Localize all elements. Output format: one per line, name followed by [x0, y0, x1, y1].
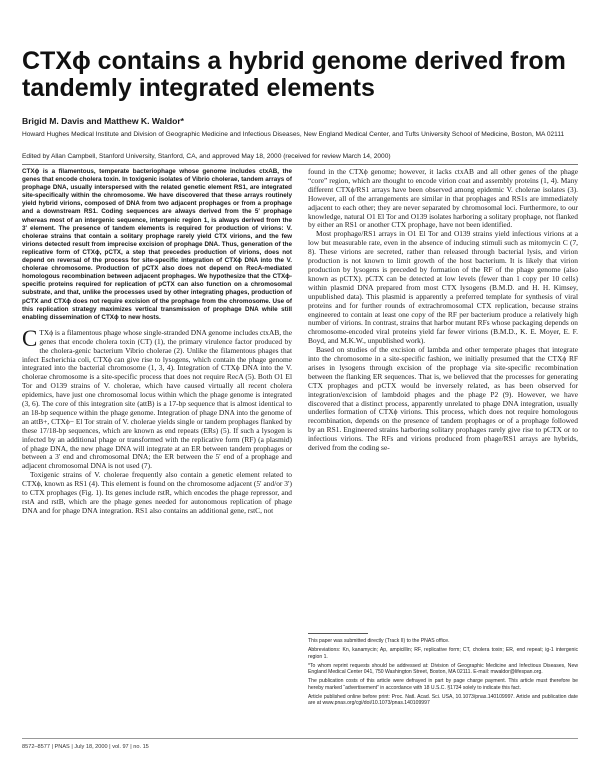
abstract: CTXϕ is a filamentous, temperate bacteriophage whose genome includes ctxAB, the genes that encode cholera toxin. In toxigenic isolates of Vibrio cholerae, tandem arrays of prophage DNA, usually interspersed with the related genetic element RS1, are integrated site-specifically within the chromosome. We have discovered that these arrays routinely yield hybrid virions, composed of DNA from two adjacent prophages or from a prophage and a downstream RS1. Coding sequences are always derived from the 5′ prophage whereas most of an intergenic sequence, intergenic region 1, is always derived from the 3′ element. The presence of tandem elements is required for production of virions: V. cholerae strains that contain a solitary prophage rarely yield CTX virions, and the few virions detected result from imprecise excision of prophage DNA. Thus, generation of the replicative form of CTXϕ, pCTX, a step that precedes production of virions, does not depend on reversal of the process for site-specific integration of CTXϕ DNA into the V. cholerae chromosome. Production of pCTX also does not depend on RecA-mediated homologous recombination between adjacent prophages. We hypothesize that the CTXϕ-specific proteins required for replication of pCTX can also function on a chromosomal substrate, and that, unlike the processes used by other integrating phages, production of pCTX and CTXϕ does not require excision of the prophage from the chromosome. Use of this replication strategy maximizes vertical transmission of prophage DNA while still enabling dissemination of CTXϕ to new hosts.: [22, 168, 292, 321]
footnotes: [308, 638, 578, 709]
left-column: [22, 168, 292, 516]
body-paragraph: Toxigenic strains of V. cholerae frequently also contain a genetic element related to CTXϕ, known as RS1 (4). This element is found on the chromosome adjacent (5′ and/or 3′) to CTX prophages (Fig. 1). Its genes include rstR, which encodes the phage repressor, and rstA and rstB, which are the phage genes needed for autonomous replication of phage DNA and for phage DNA integration. RS1 also contains an additional gene, rstC, not: [22, 470, 292, 515]
header-divider: [22, 164, 578, 165]
intro-body: [22, 325, 292, 516]
paragraph-text: TXϕ is a filamentous phage whose single-stranded DNA genome includes ctxAB, the genes that encode cholera toxin (CT) (1), the primary virulence factor produced by the cholera-genic bacterium Vibrio cholerae (2). Unlike the filamentous phages that infect Escherichia coli, CTXϕ can give rise to lysogens, which contain the phage genome integrated into the bacterial chromosome (1, 3, 4). Integration of CTXϕ DNA into the V. cholerae chromosome is a site-specific process that does not require RecA (5). Both O1 El Tor and O139 strains of V. cholerae, which have caused virtually all recent cholera epidemics, have just one chromosomal locus within which the phage genome is integrated (3, 6). The core of this integration site (attB) is a 17-bp sequence that is almost identical to an 18-bp sequence within the phage genome. Integration of phage DNA into the genome of an attB+, CTXϕ− El Tor strain of V. cholerae yields single or tandem prophages flanked by these 17/18-bp sequences, which are known as end repeats (ERs) (5). If such a lysogen is infected by an additional phage or transformed with the replicative form (RF) (a plasmid) of phage DNA, the new phage DNA will integrate at an ER between tandem prophages or between a 3′ end and chromosomal DNA; the ER between the 5′ end of a prophage and adjacent chromosomal DNA is not used (7).: [22, 327, 292, 471]
footnote: The publication costs of this article were defrayed in part by page charge payment. This article must therefore be hereby marked “advertisement” in accordance with 18 U.S.C. §1734 solely to indicate this fact.: [308, 678, 578, 691]
footnote: Article published online before print: Proc. Natl. Acad. Sci. USA, 10.1073/pnas.140109997. Article and publication date are at www.pnas.org/cgi/doi/10.1073/pnas.140109997: [308, 693, 578, 706]
footnote-divider: [308, 633, 368, 634]
authors: Brigid M. Davis and Matthew K. Waldor*: [22, 116, 185, 126]
body-paragraph: Most prophage/RS1 arrays in O1 El Tor and O139 strains yield infectious virions at a low but measurable rate, even in the absence of inducing stimuli such as mitomycin C (7, 8). These virions are secreted, rather than released through bacterial lysis, and virion production is not known to limit growth of the host bacterium. It is likely that virion production by lysogens is preceded by formation of the RF of the phage genome (also known as pCTX). pCTX can be detected at low levels (fewer than 1 copy per 10 cells) within plasmid DNA prepared from most CTX lysogens (B.M.D. and H. H. Kimsey, unpublished data). This plasmid is apparently a preferred template for synthesis of viral proteins and for further rounds of extrachromosomal CTX replication, because strains engineered to contain at least one copy of the RF per bacterium produce a relatively high number of virions. In contrast, strains that harbor mutant RFs whose packaging depends on chromosome-encoded viral proteins yield far fewer virions (B.M.D., K. E. Moyer, E. F. Boyd, and M.K.W., unpublished work).: [308, 229, 578, 346]
right-column: [308, 168, 578, 453]
footnote: Abbreviations: Kn, kanamycin; Ap, ampicillin; RF, replicative form; CT, cholera toxin; ER, end repeat; ig-1 intergenic region 1.: [308, 647, 578, 660]
article-title: CTXϕ contains a hybrid genome derived from tandemly integrated elements: [22, 47, 566, 102]
edited-by: Edited by Allan Campbell, Stanford University, Stanford, CA, and approved May 18, 2000 (received for review March 14, 2000): [22, 153, 391, 160]
footnote: *To whom reprint requests should be addressed at: Division of Geographic Medicine and Infectious Diseases, New England Medical Center 041, 750 Washington Street, Boston, MA 02111. E-mail: mwaldor@lifespan.org.: [308, 662, 578, 675]
drop-cap: C: [22, 325, 38, 351]
affiliation: Howard Hughes Medical Institute and Division of Geographic Medicine and Infectious Diseases, New England Medical Center, and Tufts University School of Medicine, Boston, MA 02111: [22, 131, 565, 138]
footer-divider: [22, 738, 578, 739]
body-paragraph: [22, 325, 292, 472]
footnote: This paper was submitted directly (Track II) to the PNAS office.: [308, 638, 450, 644]
body-paragraph: Based on studies of the excision of lambda and other temperate phages that integrate into the chromosome in a site-specific fashion, we initially presumed that the CTXϕ RF arises in lysogens through excision of the prophage via site-specific recombination between the flanking ER sequences. That is, we believed that the processes for generating CTX prophages and pCTX would be inversely related, as has been observed for integration/excision of lambdoid phages and the phage P2 (9). However, we have discovered that a distinct process, apparently unrelated to phage DNA integration, usually underlies formation of CTXϕ virions. This process, which does not require homologous recombination, depends on the presence of tandem prophages or of a prophage followed by an RS1. Engineered strains harboring solitary prophages rarely give rise to pCTX or to infectious virions. The RFs and virions produced from phage/RS1 arrays are hybrids, derived from the coding se-: [308, 345, 578, 453]
page-footer: 8572–8577 | PNAS | July 18, 2000 | vol. 97 | no. 15: [22, 744, 149, 750]
body-paragraph: found in the CTXϕ genome; however, it lacks ctxAB and all other genes of the phage “core” region, which are thought to encode virion coat and assembly proteins (1, 4). Many different CTXϕ/RS1 arrays have been observed among epidemic V. cholerae isolates (3). However, all of the arrangements are similar in that prophages and RS1s are immediately adjacent to each other; they are never separated by chromosomal loci. Furthermore, to our knowledge, natural O1 El Tor and O139 isolates harboring a solitary prophage, not flanked by either an RS1 or another CTX prophage, have not been identified.: [308, 167, 578, 230]
